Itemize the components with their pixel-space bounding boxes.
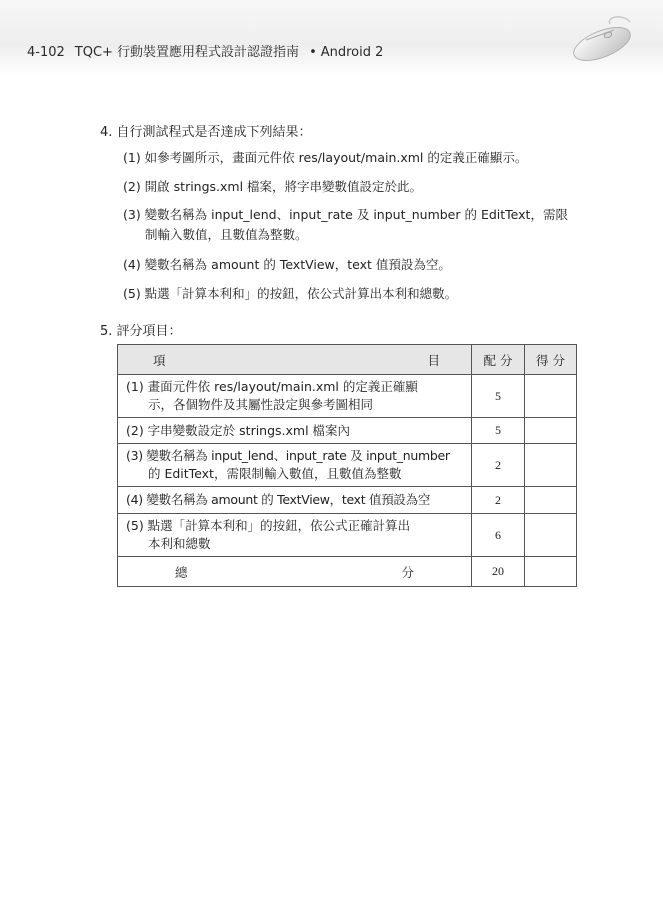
row-line-2: 本利和總數 <box>148 536 211 551</box>
book-title: TQC+ 行動裝置應用程式設計認證指南 <box>74 45 300 60</box>
header-item <box>118 345 472 375</box>
table-header-row <box>118 345 577 375</box>
section-4-item-2: (2) 開啟 strings.xml 檔案，將字串變數值設定於此。 <box>123 179 423 194</box>
total-label <box>118 557 472 587</box>
row-description <box>118 418 472 444</box>
row-score: 6 <box>472 514 525 557</box>
header-item-right: 目 <box>427 352 440 368</box>
section-4-item-1: (1) 如參考圖所示，畫面元件依 res/layout/main.xml 的定義正確顯示。 <box>123 150 528 165</box>
series-name: Android 2 <box>320 45 384 60</box>
row-got <box>525 514 577 557</box>
scoring-table <box>117 344 577 587</box>
computer-mouse-icon <box>566 16 636 62</box>
row-description <box>118 375 472 418</box>
row-line-1: (4) 變數名稱為 amount 的 TextView，text 值預設為空 <box>126 492 431 507</box>
table-total-row <box>118 557 577 587</box>
row-got <box>525 375 577 418</box>
table-row <box>118 514 577 557</box>
page-number: 4-102 <box>27 45 65 60</box>
header-bullet: • <box>309 45 317 60</box>
section-4-item-4: (4) 變數名稱為 amount 的 TextView，text 值預設為空。 <box>123 257 451 272</box>
row-description <box>118 487 472 514</box>
table-row <box>118 418 577 444</box>
row-got <box>525 418 577 444</box>
section-4-item-5: (5) 點選「計算本利和」的按鈕，依公式計算出本利和總數。 <box>123 286 458 301</box>
row-line-2: 示，各個物件及其屬性設定與參考圖相同 <box>148 397 374 412</box>
section-4-title: 4. 自行測試程式是否達成下列結果： <box>100 125 312 140</box>
row-score: 5 <box>472 418 525 444</box>
total-got <box>525 557 577 587</box>
total-score: 20 <box>472 557 525 587</box>
total-label-right: 分 <box>401 564 414 580</box>
row-got <box>525 444 577 487</box>
header-text <box>27 41 393 60</box>
row-got <box>525 487 577 514</box>
row-line-1: (5) 點選「計算本利和」的按鈕，依公式正確計算出 <box>126 518 411 533</box>
header-item-left: 項 <box>153 352 166 368</box>
page-header <box>0 0 663 76</box>
row-score: 5 <box>472 375 525 418</box>
table-row <box>118 375 577 418</box>
header-got: 得 分 <box>525 345 577 375</box>
row-score: 2 <box>472 487 525 514</box>
row-line-1: (2) 字串變數設定於 strings.xml 檔案內 <box>126 422 351 438</box>
row-score: 2 <box>472 444 525 487</box>
table-row <box>118 487 577 514</box>
row-line-2: 的 EditText，需限制輸入數值，且數值為整數 <box>148 466 402 481</box>
table-row <box>118 444 577 487</box>
header-score: 配 分 <box>472 345 525 375</box>
row-line-1: (1) 畫面元件依 res/layout/main.xml 的定義正確顯 <box>126 379 418 394</box>
section-4-item-3: (3) 變數名稱為 input_lend、input_rate 及 input_number 的 EditText，需限 <box>123 207 568 222</box>
total-label-left: 總 <box>175 564 188 580</box>
section-4-item-3-cont: 制輸入數值，且數值為整數。 <box>145 227 308 242</box>
section-5-title: 5. 評分項目： <box>100 324 182 339</box>
row-description <box>118 444 472 487</box>
row-line-1: (3) 變數名稱為 input_lend、input_rate 及 input_number <box>126 448 450 463</box>
row-description <box>118 514 472 557</box>
